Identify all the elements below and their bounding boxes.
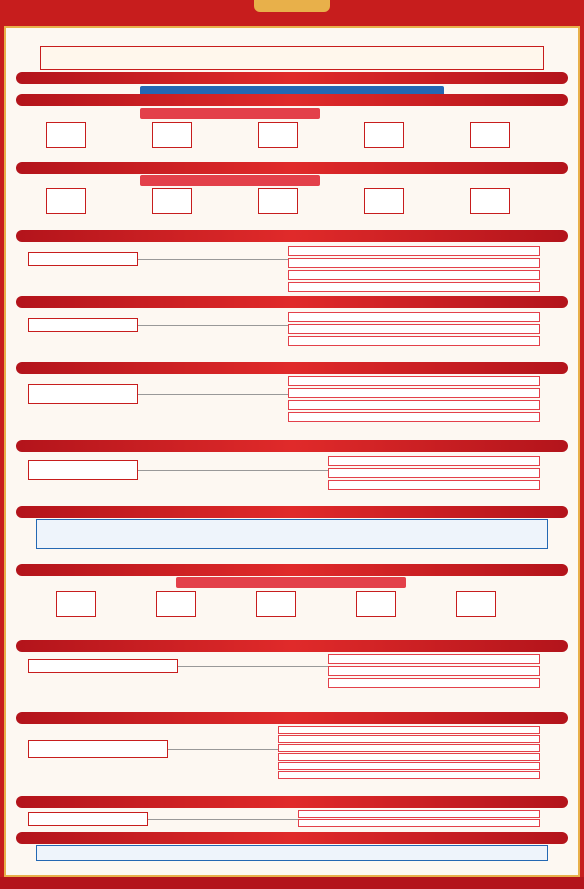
section-11-items <box>298 810 540 828</box>
divider <box>138 394 288 395</box>
list-item <box>288 324 540 334</box>
section-9 <box>16 640 568 652</box>
card <box>470 188 510 214</box>
section-6 <box>16 440 568 452</box>
list-item <box>278 744 540 752</box>
section-title <box>16 72 568 84</box>
section-6-items <box>328 456 540 492</box>
footer <box>0 877 584 889</box>
section-6-label <box>28 460 138 480</box>
section-4 <box>16 296 568 308</box>
divider <box>138 470 328 471</box>
card <box>46 122 86 148</box>
card <box>256 591 296 617</box>
card <box>56 591 96 617</box>
list-item <box>278 762 540 770</box>
section-3 <box>16 230 568 242</box>
card <box>46 188 86 214</box>
list-item <box>278 771 540 779</box>
section-5-label <box>28 384 138 404</box>
list-item <box>298 819 540 827</box>
section-title <box>16 440 568 452</box>
list-item <box>328 468 540 478</box>
section-7 <box>16 506 568 518</box>
list-item <box>288 376 540 386</box>
section-title <box>16 832 568 844</box>
divider <box>178 666 328 667</box>
section-title <box>16 296 568 308</box>
section-title <box>16 564 568 576</box>
list-item <box>288 258 540 268</box>
card <box>152 188 192 214</box>
section-8-cards <box>56 591 496 617</box>
list-item <box>288 412 540 422</box>
list-item <box>288 282 540 292</box>
section-2-subbar <box>140 175 320 186</box>
section-1-subbar <box>140 108 320 119</box>
list-item <box>328 456 540 466</box>
card <box>470 122 510 148</box>
list-item <box>288 336 540 346</box>
section-title <box>16 640 568 652</box>
divider <box>148 819 298 820</box>
section-3-items <box>288 246 540 294</box>
section-10-label <box>28 740 168 758</box>
section-2 <box>16 162 568 174</box>
section-10-items <box>278 726 540 780</box>
section-title <box>16 712 568 724</box>
list-item <box>278 726 540 734</box>
top-badge <box>254 0 330 12</box>
intro-text <box>40 46 544 70</box>
list-item <box>288 246 540 256</box>
card <box>156 591 196 617</box>
card <box>356 591 396 617</box>
section-2-cards <box>46 188 510 214</box>
section-11-label <box>28 812 148 826</box>
card <box>456 591 496 617</box>
list-item <box>328 678 540 688</box>
list-item <box>288 312 540 322</box>
divider <box>168 749 278 750</box>
list-item <box>288 388 540 398</box>
section-12 <box>16 832 568 844</box>
card <box>258 188 298 214</box>
section-8-subbar <box>176 577 406 588</box>
section-4-items <box>288 312 540 348</box>
section-12-info <box>36 845 548 861</box>
card <box>364 122 404 148</box>
list-item <box>278 753 540 761</box>
card <box>364 188 404 214</box>
card <box>258 122 298 148</box>
section-4-label <box>28 318 138 332</box>
section-5 <box>16 362 568 374</box>
section-7-info <box>36 519 548 549</box>
section-9-label <box>28 659 178 673</box>
section-1-cards <box>46 122 510 148</box>
section-title <box>16 796 568 808</box>
section-title <box>16 94 568 106</box>
list-item <box>328 666 540 676</box>
card <box>152 122 192 148</box>
list-item <box>298 810 540 818</box>
list-item <box>328 480 540 490</box>
section-title <box>16 230 568 242</box>
divider <box>138 325 288 326</box>
list-item <box>278 735 540 743</box>
section-title <box>16 162 568 174</box>
section-title <box>16 362 568 374</box>
section-11 <box>16 796 568 808</box>
section-10 <box>16 712 568 724</box>
section-3-label <box>28 252 138 266</box>
section-title <box>16 506 568 518</box>
divider <box>138 259 288 260</box>
section-8 <box>16 564 568 576</box>
section-9-items <box>328 654 540 690</box>
section-0 <box>16 72 568 84</box>
list-item <box>288 270 540 280</box>
list-item <box>288 400 540 410</box>
section-1 <box>16 94 568 106</box>
section-5-items <box>288 376 540 424</box>
list-item <box>328 654 540 664</box>
